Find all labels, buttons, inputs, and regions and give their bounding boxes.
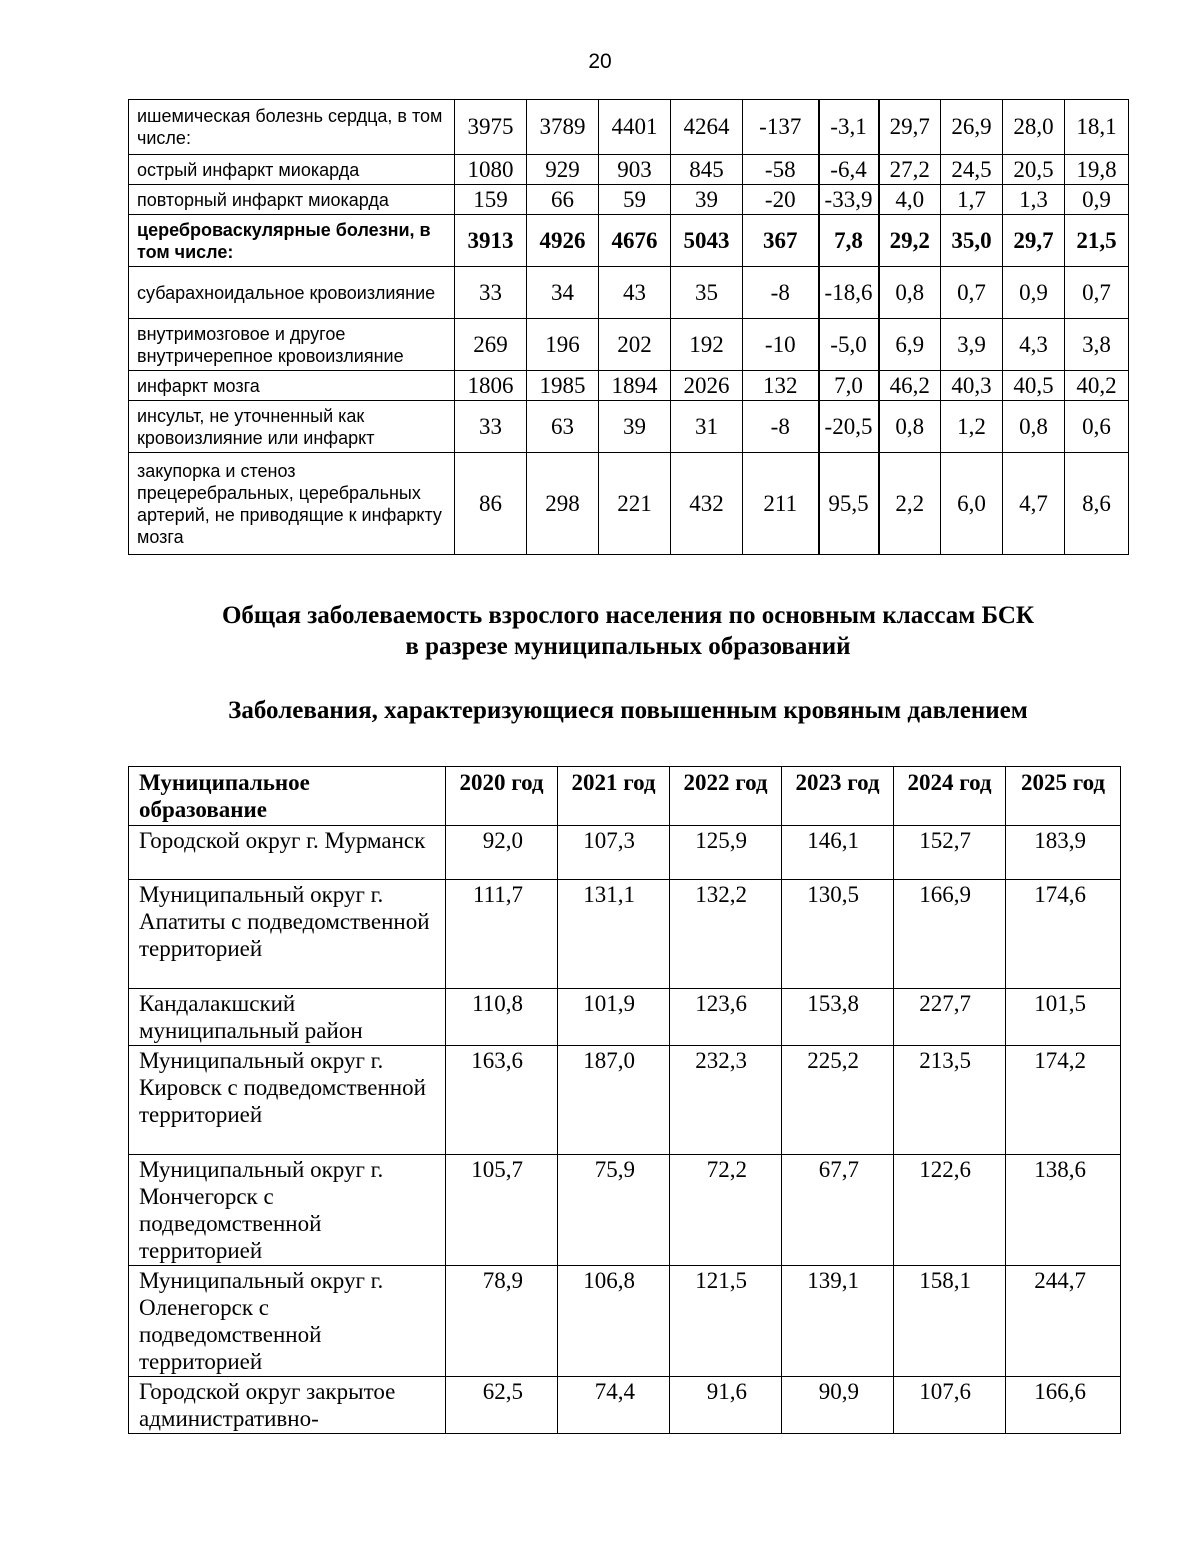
table-cell: 4926 — [527, 215, 599, 267]
table-row — [129, 1377, 1121, 1434]
table-cell: 35,0 — [941, 215, 1003, 267]
table-cell: 227,7 — [894, 989, 1006, 1046]
table-row — [129, 185, 1129, 215]
table-cell: -137 — [743, 100, 819, 155]
table-cell: 111,7 — [446, 880, 558, 989]
table-cell: 21,5 — [1065, 215, 1129, 267]
municipality-name: Муниципальный округ г. Кировск с подведомственной территорией — [129, 1046, 446, 1155]
table-cell: 1,7 — [941, 185, 1003, 215]
table-cell: 90,9 — [782, 1377, 894, 1434]
table-cell: 78,9 — [446, 1266, 558, 1377]
table-cell: 4264 — [671, 100, 743, 155]
table-cell: 0,8 — [1003, 401, 1065, 453]
table-cell: 125,9 — [670, 826, 782, 880]
column-header: 2022 год — [670, 767, 782, 826]
table-cell: 432 — [671, 453, 743, 555]
table-cell: -58 — [743, 155, 819, 185]
table-cell: 86 — [455, 453, 527, 555]
table-cell: 29,2 — [879, 215, 941, 267]
table-cell: 4,7 — [1003, 453, 1065, 555]
row-label: закупорка и стеноз прецеребральных, церебральных артерий, не приводящие к инфаркту мозга — [129, 453, 455, 555]
table-cell: 0,8 — [879, 401, 941, 453]
table-cell: 63 — [527, 401, 599, 453]
disease-stats-table — [128, 99, 1129, 555]
table-cell: 153,8 — [782, 989, 894, 1046]
table-cell: 132,2 — [670, 880, 782, 989]
table-cell: -33,9 — [819, 185, 879, 215]
table-cell: 7,0 — [819, 371, 879, 401]
municipal-table — [128, 766, 1121, 1434]
table-cell: 122,6 — [894, 1155, 1006, 1266]
table-cell: -20 — [743, 185, 819, 215]
table-cell: 225,2 — [782, 1046, 894, 1155]
table-row — [129, 1046, 1121, 1155]
table-cell: 929 — [527, 155, 599, 185]
table-cell: 107,3 — [558, 826, 670, 880]
table-cell: 4401 — [599, 100, 671, 155]
row-label: инфаркт мозга — [129, 371, 455, 401]
table-cell: 4,0 — [879, 185, 941, 215]
section-subtitle: Заболевания, характеризующиеся повышенным кровяным давлением — [228, 697, 1028, 724]
table-row — [129, 319, 1129, 371]
table-cell: 121,5 — [670, 1266, 782, 1377]
table-cell: 1080 — [455, 155, 527, 185]
table-row — [129, 155, 1129, 185]
table-cell: 72,2 — [670, 1155, 782, 1266]
table-row — [129, 826, 1121, 880]
table-cell: 40,3 — [941, 371, 1003, 401]
table-cell: 101,9 — [558, 989, 670, 1046]
table-cell: 269 — [455, 319, 527, 371]
row-label: ишемическая болезнь сердца, в том числе: — [129, 100, 455, 155]
table-cell: 158,1 — [894, 1266, 1006, 1377]
table-row — [129, 880, 1121, 989]
table-cell: 20,5 — [1003, 155, 1065, 185]
table-cell: 106,8 — [558, 1266, 670, 1377]
table-cell: 4,3 — [1003, 319, 1065, 371]
table-cell: 845 — [671, 155, 743, 185]
table-cell: 4676 — [599, 215, 671, 267]
municipality-name: Городской округ г. Мурманск — [129, 826, 446, 880]
table-cell: 34 — [527, 267, 599, 319]
table-header-row — [129, 767, 1121, 826]
municipality-name: Муниципальный округ г. Мончегорск с подведомственной территорией — [129, 1155, 446, 1266]
table-cell: 3,9 — [941, 319, 1003, 371]
table-row — [129, 215, 1129, 267]
column-header: 2020 год — [446, 767, 558, 826]
table-cell: 40,2 — [1065, 371, 1129, 401]
table-cell: 28,0 — [1003, 100, 1065, 155]
table-cell: 0,7 — [1065, 267, 1129, 319]
table-cell: 7,8 — [819, 215, 879, 267]
table-cell: 19,8 — [1065, 155, 1129, 185]
table-cell: 33 — [455, 267, 527, 319]
table-row — [129, 100, 1129, 155]
table-cell: 1985 — [527, 371, 599, 401]
row-label: внутримозговое и другое внутричерепное кровоизлияние — [129, 319, 455, 371]
table-cell: 232,3 — [670, 1046, 782, 1155]
table-cell: 187,0 — [558, 1046, 670, 1155]
table-cell: 132 — [743, 371, 819, 401]
table-cell: 3,8 — [1065, 319, 1129, 371]
table-cell: 1806 — [455, 371, 527, 401]
table-cell: -8 — [743, 401, 819, 453]
row-label: инсульт, не уточненный как кровоизлияние или инфаркт — [129, 401, 455, 453]
table-row — [129, 989, 1121, 1046]
column-header: Муниципальное образование — [129, 767, 446, 826]
table-cell: 2,2 — [879, 453, 941, 555]
column-header: 2024 год — [894, 767, 1006, 826]
table-row — [129, 1155, 1121, 1266]
table-cell: 18,1 — [1065, 100, 1129, 155]
table-cell: 0,8 — [879, 267, 941, 319]
table-cell: 2026 — [671, 371, 743, 401]
table-cell: 40,5 — [1003, 371, 1065, 401]
table-cell: 159 — [455, 185, 527, 215]
municipality-name: Муниципальный округ г. Оленегорск с подведомственной территорией — [129, 1266, 446, 1377]
table-cell: 130,5 — [782, 880, 894, 989]
table-cell: 74,4 — [558, 1377, 670, 1434]
municipality-name: Муниципальный округ г. Апатиты с подведомственной территорией — [129, 880, 446, 989]
table-cell: 174,6 — [1006, 880, 1121, 989]
table-cell: -20,5 — [819, 401, 879, 453]
table-cell: 62,5 — [446, 1377, 558, 1434]
table-cell: -3,1 — [819, 100, 879, 155]
table-cell: 95,5 — [819, 453, 879, 555]
table-cell: 1,2 — [941, 401, 1003, 453]
table-cell: 298 — [527, 453, 599, 555]
table-row — [129, 401, 1129, 453]
section-title-line2: в разрезе муниципальных образований — [405, 633, 851, 660]
column-header: 2025 год — [1006, 767, 1121, 826]
column-header: 2023 год — [782, 767, 894, 826]
table-cell: -10 — [743, 319, 819, 371]
table-cell: 196 — [527, 319, 599, 371]
table-row — [129, 267, 1129, 319]
table-cell: 903 — [599, 155, 671, 185]
row-label: субарахноидальное кровоизлияние — [129, 267, 455, 319]
table-cell: 138,6 — [1006, 1155, 1121, 1266]
table-cell: 66 — [527, 185, 599, 215]
table-cell: 0,9 — [1065, 185, 1129, 215]
table-cell: 163,6 — [446, 1046, 558, 1155]
table-cell: 174,2 — [1006, 1046, 1121, 1155]
table-cell: 101,5 — [1006, 989, 1121, 1046]
table-cell: 139,1 — [782, 1266, 894, 1377]
page-number: 20 — [588, 50, 612, 73]
table-cell: 29,7 — [879, 100, 941, 155]
municipality-name: Кандалакшский муниципальный район — [129, 989, 446, 1046]
table-cell: 3913 — [455, 215, 527, 267]
table-cell: 105,7 — [446, 1155, 558, 1266]
table-cell: 39 — [599, 401, 671, 453]
table-cell: 3789 — [527, 100, 599, 155]
table-cell: 35 — [671, 267, 743, 319]
table-cell: 146,1 — [782, 826, 894, 880]
table-cell: 5043 — [671, 215, 743, 267]
table-cell: 110,8 — [446, 989, 558, 1046]
table-cell: 211 — [743, 453, 819, 555]
table-row — [129, 371, 1129, 401]
table-cell: 0,7 — [941, 267, 1003, 319]
table-cell: 183,9 — [1006, 826, 1121, 880]
table-cell: 166,9 — [894, 880, 1006, 989]
section-title: Общая заболеваемость взрослого населения по основным классам БСК — [221, 602, 1035, 629]
table-cell: 27,2 — [879, 155, 941, 185]
table-row — [129, 453, 1129, 555]
row-label: цереброваскулярные болезни, в том числе: — [129, 215, 455, 267]
table-cell: 123,6 — [670, 989, 782, 1046]
table-cell: -18,6 — [819, 267, 879, 319]
table-cell: 202 — [599, 319, 671, 371]
table-cell: 131,1 — [558, 880, 670, 989]
row-label: острый инфаркт миокарда — [129, 155, 455, 185]
table-cell: 1894 — [599, 371, 671, 401]
table-cell: 0,6 — [1065, 401, 1129, 453]
table-cell: 0,9 — [1003, 267, 1065, 319]
table-cell: 213,5 — [894, 1046, 1006, 1155]
table-cell: 31 — [671, 401, 743, 453]
table-cell: 46,2 — [879, 371, 941, 401]
table-row — [129, 1266, 1121, 1377]
table-cell: 91,6 — [670, 1377, 782, 1434]
table-cell: 26,9 — [941, 100, 1003, 155]
table-cell: 367 — [743, 215, 819, 267]
table-cell: 192 — [671, 319, 743, 371]
table-cell: 67,7 — [782, 1155, 894, 1266]
table-cell: 107,6 — [894, 1377, 1006, 1434]
table-cell: 8,6 — [1065, 453, 1129, 555]
table-cell: 39 — [671, 185, 743, 215]
table-cell: 221 — [599, 453, 671, 555]
table-cell: 166,6 — [1006, 1377, 1121, 1434]
table-cell: -5,0 — [819, 319, 879, 371]
table-cell: 152,7 — [894, 826, 1006, 880]
table-cell: 59 — [599, 185, 671, 215]
table-cell: 75,9 — [558, 1155, 670, 1266]
municipality-name: Городской округ закрытое административно- — [129, 1377, 446, 1434]
table-cell: 1,3 — [1003, 185, 1065, 215]
table-cell: 29,7 — [1003, 215, 1065, 267]
table-cell: 24,5 — [941, 155, 1003, 185]
table-cell: 3975 — [455, 100, 527, 155]
table-cell: 92,0 — [446, 826, 558, 880]
table-cell: 33 — [455, 401, 527, 453]
table-cell: -6,4 — [819, 155, 879, 185]
table-cell: 43 — [599, 267, 671, 319]
table-cell: 6,9 — [879, 319, 941, 371]
row-label: повторный инфаркт миокарда — [129, 185, 455, 215]
column-header: 2021 год — [558, 767, 670, 826]
table-cell: 244,7 — [1006, 1266, 1121, 1377]
table-cell: 6,0 — [941, 453, 1003, 555]
table-cell: -8 — [743, 267, 819, 319]
